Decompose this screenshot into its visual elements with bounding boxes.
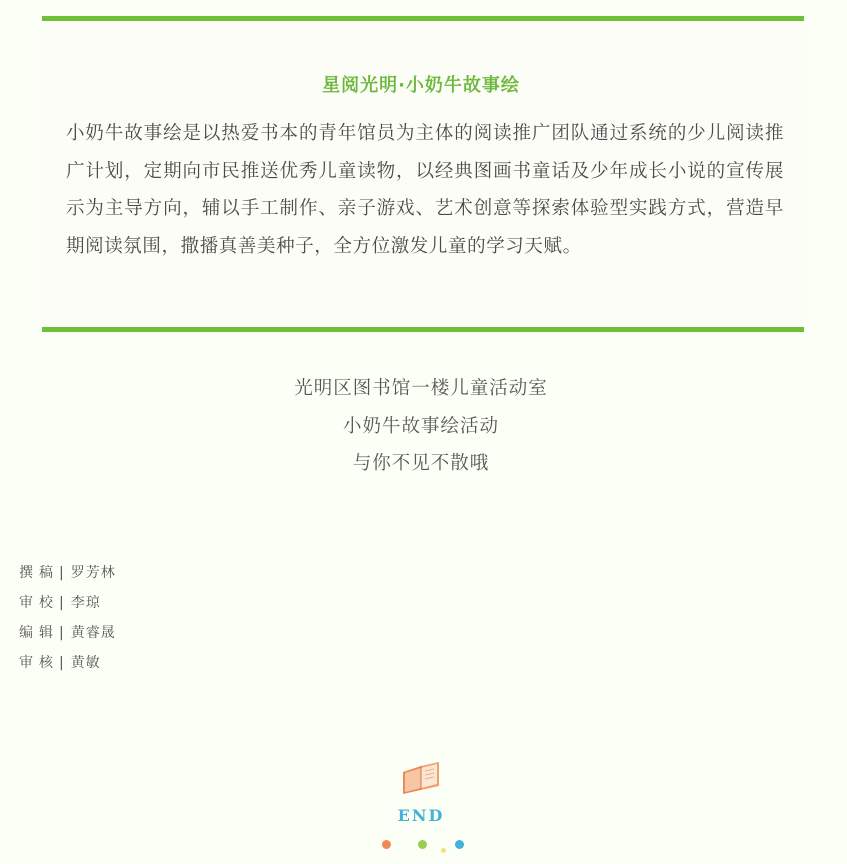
credit-row-writer bbox=[19, 558, 116, 588]
dot-green bbox=[418, 840, 427, 849]
credit-separator: | bbox=[59, 625, 65, 641]
open-book-icon bbox=[399, 760, 443, 794]
dot-yellow bbox=[441, 848, 446, 853]
credit-role: 审核 bbox=[19, 655, 59, 671]
event-info bbox=[0, 370, 842, 483]
end-label: END bbox=[397, 806, 445, 825]
decorative-dots bbox=[0, 838, 847, 852]
credit-separator: | bbox=[59, 595, 65, 611]
event-location: 光明区图书馆一楼儿童活动室 bbox=[294, 378, 548, 399]
end-block bbox=[0, 760, 842, 825]
credit-role: 审校 bbox=[19, 595, 59, 611]
credit-separator: | bbox=[59, 655, 65, 671]
card-body-text: 小奶牛故事绘是以热爱书本的青年馆员为主体的阅读推广团队通过系统的少儿阅读推广计划，定期向市民推送优秀儿童读物，以经典图画书童话及少年成长小说的宣传展示为主导方向，辅以手工制作、亲子游戏、艺术创意等探索体验型实践方式，营造早期阅读氛围，撒播真善美种子，全方位激发儿童的学习天赋。 bbox=[66, 123, 784, 257]
event-invite: 与你不见不散哦 bbox=[352, 453, 490, 474]
event-name: 小奶牛故事绘活动 bbox=[342, 415, 499, 437]
credit-row-editor bbox=[19, 618, 116, 648]
credit-separator: | bbox=[59, 565, 65, 581]
card-title: 星阅光明·小奶牛故事绘 bbox=[322, 75, 520, 96]
card-top-border bbox=[42, 16, 804, 21]
credit-name: 黄敏 bbox=[70, 655, 101, 671]
credit-name: 李琼 bbox=[70, 595, 101, 611]
credits-list bbox=[19, 558, 116, 678]
credit-role: 编辑 bbox=[19, 625, 59, 641]
credit-role: 撰稿 bbox=[19, 565, 59, 581]
credit-row-reviewer bbox=[19, 648, 116, 678]
card-bottom-border bbox=[42, 327, 804, 332]
credit-name: 罗芳林 bbox=[70, 565, 116, 581]
dot-orange bbox=[382, 840, 391, 849]
dot-blue bbox=[455, 840, 464, 849]
credit-row-proofreader bbox=[19, 588, 116, 618]
credit-name: 黄睿晟 bbox=[70, 625, 116, 641]
